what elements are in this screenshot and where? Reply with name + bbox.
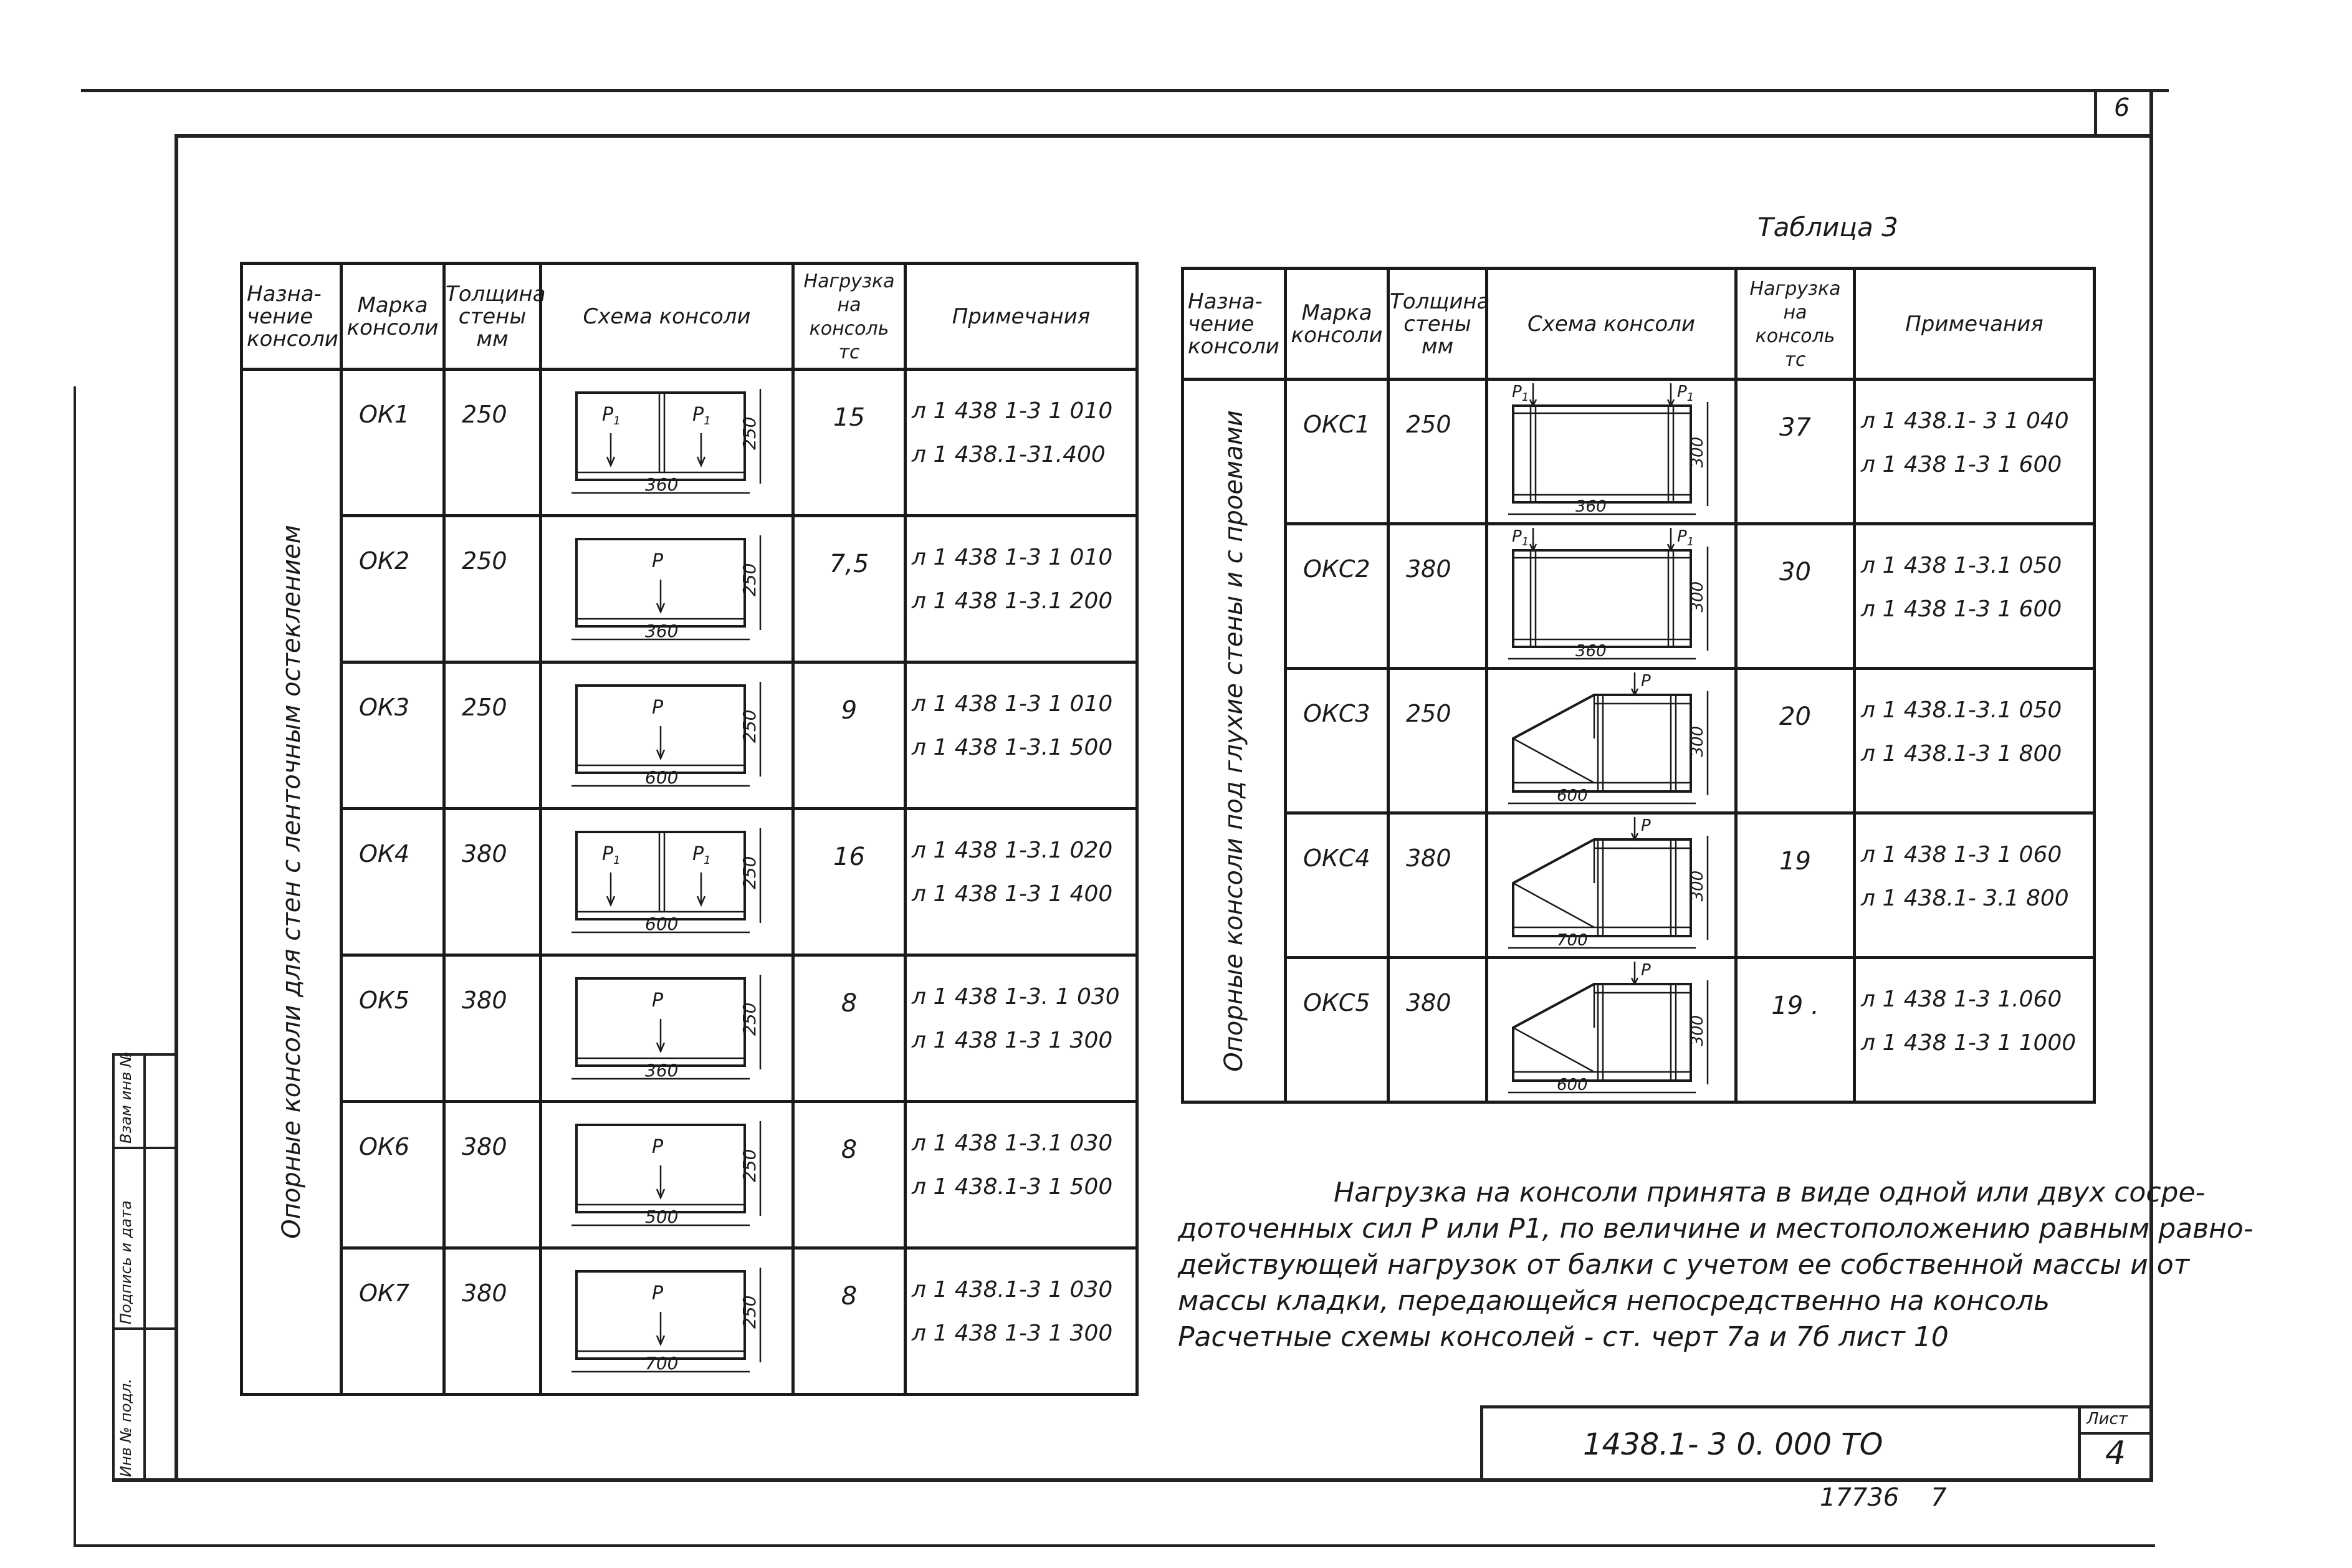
header-thickness: Толщина стены мм [1389,269,1487,380]
row-mark: ОКС2 [1286,524,1389,669]
row-notes: л 1 438.1-3 1 030 л 1 438 1-3 1 300 [906,1248,1137,1395]
stamp-signature-date: Подпись и дата [117,1200,135,1324]
frame-bottom [112,1478,2153,1482]
row-mark: ОК4 [342,809,444,955]
width-dimension: 700 [645,1353,679,1374]
console-scheme [541,809,793,955]
table-row [1183,669,2095,813]
force-label: $P_1$ [1677,383,1695,404]
force-label: P [1641,672,1651,691]
left-group-cell [242,370,342,1395]
console-scheme [541,370,793,516]
header-notes: Примечания [1855,269,2095,380]
row-notes: л 1 438 1-3.1 020 л 1 438 1-3 1 400 [906,809,1137,955]
row-thickness: 250 [444,370,541,516]
height-dimension: 300 [1688,725,1707,757]
row-thickness: 380 [1389,813,1487,958]
console-taper [1513,1028,1594,1072]
row-mark: ОК7 [342,1248,444,1395]
row-load: 30 [1736,524,1855,669]
console-outline [1513,695,1691,791]
force-label: P [652,550,664,572]
row-mark: ОКС4 [1286,813,1389,958]
width-dimension: 500 [645,1207,679,1227]
console-outline [1513,839,1691,936]
force-label: $P_1$ [1512,527,1529,548]
row-mark: ОК5 [342,955,444,1102]
row-load: 16 [793,809,906,955]
table-row [242,1102,1137,1248]
footnote [1178,1175,2254,1355]
force-label: P [652,697,664,719]
row-notes: л 1 438.1- 3 1 040 л 1 438 1-3 1 600 [1855,380,2095,524]
table-row [242,662,1137,809]
row-notes: л 1 438 1-3 1.060 л 1 438 1-3 1 1000 [1855,958,2095,1102]
corner-mark: 6 [2114,93,2130,122]
frame-top [174,134,2153,138]
row-notes: л 1 438.1-3.1 050 л 1 438.1-3 1 800 [1855,669,2095,813]
row-notes: л 1 438 1-3.1 030 л 1 438.1-3 1 500 [906,1102,1137,1248]
width-dimension: 360 [645,621,679,641]
row-load: 20 [1736,669,1855,813]
header-mark: Марка консоли [1286,269,1389,380]
row-thickness: 250 [1389,669,1487,813]
console-scheme [541,662,793,809]
width-dimension: 360 [645,1060,679,1081]
left-group-label: Опорные консоли для стен с ленточным остеклением [277,525,306,1239]
row-notes: л 1 438 1-3 1 010 л 1 438.1-31.400 [906,370,1137,516]
table-row [242,955,1137,1102]
top-outer-line [81,89,2169,92]
row-mark: ОКС1 [1286,380,1389,524]
height-dimension: 250 [739,1149,760,1182]
document-designation: 1438.1- 3 0. 000 ТО [1583,1427,1883,1462]
console-scheme [1487,669,1736,813]
console-scheme [541,1102,793,1248]
console-scheme [541,516,793,662]
row-thickness: 380 [1389,958,1487,1102]
height-dimension: 300 [1688,1015,1707,1046]
width-dimension: 700 [1557,931,1588,950]
force-label: $P_1$ [602,404,621,428]
row-thickness: 250 [444,516,541,662]
header-scheme: Схема консоли [1487,269,1736,380]
console-taper [1513,883,1594,927]
force-label: $P_1$ [1512,383,1529,404]
force-label: $P_1$ [602,843,621,867]
frame-left [174,134,178,1480]
sheet-number: 4 [2105,1435,2126,1472]
row-load: 19 [1736,813,1855,958]
row-thickness: 250 [444,662,541,809]
row-load: 8 [793,1248,906,1395]
row-notes: л 1 438 1-3.1 050 л 1 438 1-3 1 600 [1855,524,2095,669]
row-notes: л 1 438 1-3 1 010 л 1 438 1-3.1 200 [906,516,1137,662]
header-purpose: Назна- чение консоли [242,264,342,370]
width-dimension: 600 [1557,1076,1588,1094]
force-label: P [1641,816,1651,835]
console-taper [1513,739,1594,783]
height-dimension: 250 [739,416,760,450]
table-row [242,1248,1137,1395]
width-dimension: 360 [1575,642,1607,661]
console-scheme [1487,380,1736,524]
right-group-label: Опорные консоли под глухие стены и с проемами [1220,409,1248,1072]
console-scheme [541,1248,793,1395]
row-thickness: 380 [1389,524,1487,669]
row-thickness: 380 [444,1102,541,1248]
stamp-row-2 [112,1327,177,1330]
height-dimension: 250 [739,856,760,889]
titleblock-top [1480,1405,2153,1408]
force-label: P [652,990,664,1011]
header-thickness: Толщина стены мм [444,264,541,370]
height-dimension: 250 [739,1295,760,1329]
row-load: 15 [793,370,906,516]
bottom-code: 17736 7 [1820,1483,1947,1512]
table-row [242,370,1137,516]
row-thickness: 380 [444,1248,541,1395]
table-row [1183,813,2095,958]
console-outline [1513,984,1691,1081]
titleblock-left [1480,1405,1483,1480]
height-dimension: 300 [1688,581,1707,613]
stamp-col-line-1 [112,1053,115,1482]
header-scheme: Схема консоли [541,264,793,370]
height-dimension: 250 [739,563,760,596]
height-dimension: 300 [1688,436,1707,468]
corner-box-left [2094,92,2097,134]
stamp-row-1 [112,1147,177,1149]
table-row [242,516,1137,662]
footnote-line: Расчетные схемы консолей - ст. черт 7а и 7б лист 10 [1178,1321,1949,1353]
force-label: $P_1$ [692,843,711,867]
width-dimension: 360 [645,474,679,495]
header-load: Нагрузка на консоль тс [1736,269,1855,380]
table-row [1183,380,2095,524]
footnote-line: доточенных сил P или P1, по величине и местоположению равным равно- [1178,1213,2254,1245]
header-load: Нагрузка на консоль тс [793,264,906,370]
console-scheme [541,955,793,1102]
force-label: $P_1$ [1677,527,1695,548]
row-load: 37 [1736,380,1855,524]
table-row [1183,958,2095,1102]
right-console-table [1181,267,2096,1104]
footnote-line: Нагрузка на консоли принята в виде одной или двух сосре- [1334,1177,2206,1208]
width-dimension: 360 [1575,497,1607,516]
row-mark: ОК1 [342,370,444,516]
bottom-outer-line [74,1544,2155,1547]
row-load: 9 [793,662,906,809]
height-dimension: 300 [1688,870,1707,902]
row-load: 8 [793,1102,906,1248]
console-outline [1513,406,1691,502]
height-dimension: 250 [739,709,760,743]
left-console-table [240,262,1139,1396]
row-notes: л 1 438 1-3 1 010 л 1 438 1-3.1 500 [906,662,1137,809]
stamp-inv-podl: Инв № подл. [117,1379,135,1477]
stamp-col-line-2 [143,1053,146,1482]
header-notes: Примечания [906,264,1137,370]
row-notes: л 1 438 1-3 1 060 л 1 438.1- 3.1 800 [1855,813,2095,958]
stamp-vzam-inv: Взам инв № [117,1051,135,1144]
row-thickness: 380 [444,955,541,1102]
row-load: 19 . [1736,958,1855,1102]
row-mark: ОКС3 [1286,669,1389,813]
footnote-line: массы кладки, передающейся непосредственно на консоль [1178,1285,2050,1317]
force-label: $P_1$ [692,404,711,428]
row-mark: ОК6 [342,1102,444,1248]
width-dimension: 600 [645,914,679,934]
table-title: Таблица 3 [1757,212,1898,242]
header-purpose: Назна- чение консоли [1183,269,1286,380]
table-row [242,809,1137,955]
force-label: P [652,1136,664,1158]
header-mark: Марка консоли [342,264,444,370]
row-thickness: 250 [1389,380,1487,524]
right-group-cell [1183,380,1286,1102]
console-scheme [1487,813,1736,958]
row-load: 7,5 [793,516,906,662]
console-scheme [1487,524,1736,669]
row-mark: ОК2 [342,516,444,662]
height-dimension: 250 [739,1002,760,1036]
force-label: P [1641,961,1651,980]
outer-left-line [74,386,76,1546]
row-thickness: 380 [444,809,541,955]
footnote-line: действующей нагрузок от балки с учетом ее собственной массы и от [1178,1249,2190,1281]
row-mark: ОКС5 [1286,958,1389,1102]
row-load: 8 [793,955,906,1102]
width-dimension: 600 [645,767,679,788]
row-notes: л 1 438 1-3. 1 030 л 1 438 1-3 1 300 [906,955,1137,1102]
console-scheme [1487,958,1736,1102]
sheet-label: Лист [2087,1410,2128,1428]
table-row [1183,524,2095,669]
console-outline [1513,550,1691,647]
width-dimension: 600 [1557,786,1588,805]
titleblock-sheet-left [2078,1405,2081,1480]
row-mark: ОК3 [342,662,444,809]
force-label: P [652,1283,664,1304]
